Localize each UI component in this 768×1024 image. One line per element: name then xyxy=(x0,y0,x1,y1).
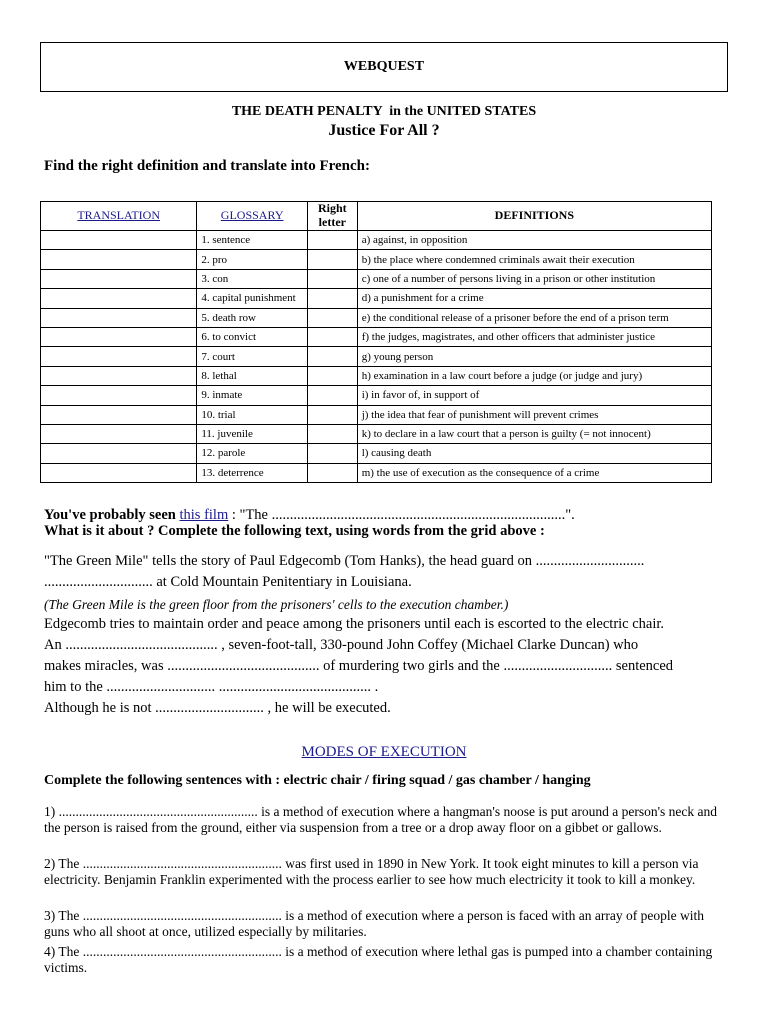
definition-cell: j) the idea that fear of punishment will prevent crimes xyxy=(357,405,711,424)
translation-cell[interactable] xyxy=(41,269,197,288)
right-letter-cell[interactable] xyxy=(307,444,357,463)
right-letter-cell[interactable] xyxy=(307,308,357,327)
mode-item-2: 2) The ........................................................... was first used in 1890 in New York. It took eight minutes to kill a person via electricity. Benjamin Franklin experimented with the process earlier to see how much electricity it took to kill a monkey. xyxy=(44,856,699,887)
glossary-term: 7. court xyxy=(197,347,308,366)
film-text-line: .............................. at Cold Mountain Penitentiary in Louisiana. xyxy=(44,574,412,590)
right-letter-cell[interactable] xyxy=(307,269,357,288)
definition-cell: i) in favor of, in support of xyxy=(357,386,711,405)
mode-item-4: 4) The ........................................................... is a method of execution where lethal gas is pumped into a chamber containing victims. xyxy=(44,944,713,975)
header-definitions: DEFINITIONS xyxy=(357,202,711,231)
glossary-term: 13. deterrence xyxy=(197,463,308,482)
table-row xyxy=(41,269,712,288)
modes-instruction: Complete the following sentences with : electric chair / firing squad / gas chamber / hanging xyxy=(44,773,591,788)
film-text-line: An .......................................... , seven-foot-tall, 330-pound John Coffey (Michael Clarke Duncan) who xyxy=(44,637,639,653)
film-line: You've probably seen this film : "The .................................................................................". xyxy=(44,507,575,523)
table-row xyxy=(41,444,712,463)
definition-cell: c) one of a number of persons living in a prison or other institution xyxy=(357,269,711,288)
subtitle-question: Justice For All ? xyxy=(328,122,440,139)
right-letter-cell[interactable] xyxy=(307,424,357,443)
glossary-table xyxy=(40,201,712,483)
glossary-term: 2. pro xyxy=(197,250,308,269)
definition-cell: h) examination in a law court before a judge (or judge and jury) xyxy=(357,366,711,385)
definition-cell: m) the use of execution as the consequence of a crime xyxy=(357,463,711,482)
table-row xyxy=(41,463,712,482)
right-letter-cell[interactable] xyxy=(307,250,357,269)
table-row xyxy=(41,250,712,269)
table-row xyxy=(41,231,712,250)
table-row xyxy=(41,366,712,385)
right-letter-cell[interactable] xyxy=(307,347,357,366)
right-letter-cell[interactable] xyxy=(307,231,357,250)
film-link[interactable]: this film xyxy=(179,507,229,523)
table-row xyxy=(41,405,712,424)
film-text-line: Although he is not .............................. , he will be executed. xyxy=(44,700,391,716)
glossary-term: 10. trial xyxy=(197,405,308,424)
glossary-term: 1. sentence xyxy=(197,231,308,250)
film-blank: : "The .................................................................................". xyxy=(228,507,575,523)
header-right-letter: Right letter xyxy=(307,202,357,231)
table-row xyxy=(41,308,712,327)
translation-cell[interactable] xyxy=(41,347,197,366)
glossary-term: 9. inmate xyxy=(197,386,308,405)
right-letter-cell[interactable] xyxy=(307,289,357,308)
table-header-row xyxy=(41,202,712,231)
translation-cell[interactable] xyxy=(41,424,197,443)
translation-cell[interactable] xyxy=(41,250,197,269)
instruction: Find the right definition and translate into French: xyxy=(44,158,370,174)
translation-cell[interactable] xyxy=(41,289,197,308)
subtitle: THE DEATH PENALTY in the UNITED STATES xyxy=(231,104,537,119)
film-text-line: "The Green Mile" tells the story of Paul Edgecomb (Tom Hanks), the head guard on .............................. xyxy=(44,553,645,569)
film-note: (The Green Mile is the green floor from the prisoners' cells to the execution chamber.) xyxy=(44,597,509,612)
definition-cell: d) a punishment for a crime xyxy=(357,289,711,308)
film-text-line: Edgecomb tries to maintain order and peace among the prisoners until each is escorted to the electric chair. xyxy=(44,616,665,632)
right-letter-cell[interactable] xyxy=(307,366,357,385)
right-letter-cell[interactable] xyxy=(307,405,357,424)
film-text-line: him to the .............................. .......................................... . xyxy=(44,679,379,695)
glossary-term: 12. parole xyxy=(197,444,308,463)
translation-cell[interactable] xyxy=(41,308,197,327)
film-question: What is it about ? Complete the following text, using words from the grid above : xyxy=(44,523,545,539)
right-letter-cell[interactable] xyxy=(307,386,357,405)
table-row xyxy=(41,424,712,443)
glossary-term: 6. to convict xyxy=(197,327,308,346)
header-glossary[interactable]: GLOSSARY xyxy=(197,202,308,231)
glossary-term: 8. lethal xyxy=(197,366,308,385)
translation-cell[interactable] xyxy=(41,386,197,405)
glossary-term: 3. con xyxy=(197,269,308,288)
translation-cell[interactable] xyxy=(41,405,197,424)
table-row xyxy=(41,327,712,346)
film-text-line: makes miracles, was .......................................... of murdering two girls and the .............................. sentenced xyxy=(44,658,674,674)
right-letter-cell[interactable] xyxy=(307,463,357,482)
definition-cell: e) the conditional release of a prisoner before the end of a prison term xyxy=(357,308,711,327)
definition-cell: g) young person xyxy=(357,347,711,366)
definition-cell: b) the place where condemned criminals await their execution xyxy=(357,250,711,269)
translation-cell[interactable] xyxy=(41,231,197,250)
modes-title[interactable]: MODES OF EXECUTION xyxy=(301,744,467,760)
translation-cell[interactable] xyxy=(41,366,197,385)
title-box xyxy=(40,42,728,92)
table-row xyxy=(41,347,712,366)
webquest-title: WEBQUEST xyxy=(343,59,425,74)
header-translation[interactable]: TRANSLATION xyxy=(41,202,197,231)
translation-cell[interactable] xyxy=(41,444,197,463)
table-row xyxy=(41,289,712,308)
table-row xyxy=(41,386,712,405)
translation-cell[interactable] xyxy=(41,327,197,346)
mode-item-3: 3) The ........................................................... is a method of execution where a person is faced with an array of people with guns who all shoot at once, utilized especially by militaries. xyxy=(44,908,704,939)
glossary-term: 11. juvenile xyxy=(197,424,308,443)
definition-cell: f) the judges, magistrates, and other officers that administer justice xyxy=(357,327,711,346)
mode-item-1: 1) ........................................................... is a method of execution where a hangman's noose is put around a person's neck and the person is raised from the ground, either via suspension from a tree or a drop away floor on a gibbet or gallows. xyxy=(44,804,717,835)
right-letter-cell[interactable] xyxy=(307,327,357,346)
definition-cell: l) causing death xyxy=(357,444,711,463)
glossary-term: 5. death row xyxy=(197,308,308,327)
definition-cell: a) against, in opposition xyxy=(357,231,711,250)
glossary-term: 4. capital punishment xyxy=(197,289,308,308)
translation-cell[interactable] xyxy=(41,463,197,482)
definition-cell: k) to declare in a law court that a person is guilty (= not innocent) xyxy=(357,424,711,443)
